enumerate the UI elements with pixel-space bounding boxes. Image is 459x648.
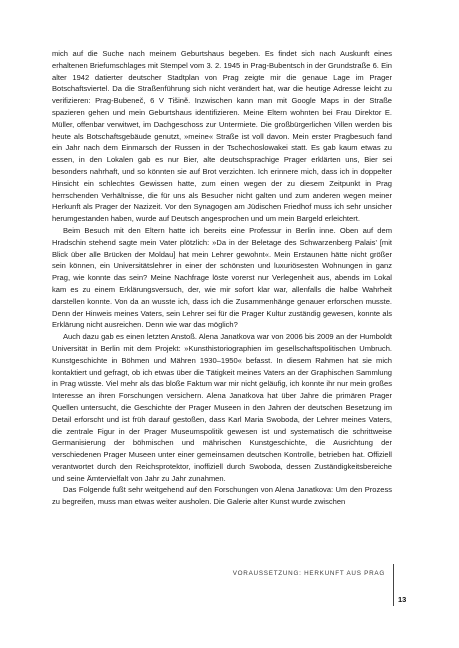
- running-footer: VORAUSSETZUNG: HERKUNFT AUS PRAG: [232, 570, 385, 577]
- paragraph-2: Beim Besuch mit den Eltern hatte ich bereits eine Professur in Berlin inne. Oben auf dem Hradschin stehend sagte mein Vater plötzlich: »Da in der Beletage des Schwarzenberg Palais' [mit Blick über alle Brücken der Moldau] hat mein Lehrer gewohnt«. Mein Erstaunen hätte nicht größer sein können, ein Universitätslehrer in einer der schönsten und luxuriösesten Wohnungen in ganz Prag, wie konnte das sein? Meine Nachfrage löste vorerst nur Verlegenheit aus, abends im Lokal kam es zu einem Erklärungsversuch, der, wie mir sofort klar war, allenfalls die halbe Wahrheit darstellen konnte. Von da an wusste ich, dass ich die Zusammenhänge genauer erforschen musste. Denn der Hinweis meines Vaters, sein Lehrer sei für die Prager Kultur zuständig gewesen, konnte als Erklärung nicht ausreichen. Denn wie war das möglich?: [52, 225, 392, 330]
- page-number: 13: [398, 595, 407, 604]
- paragraph-1: mich auf die Suche nach meinem Geburtshaus begeben. Es findet sich nach Auskunft eines erhaltenen Briefumschlages mit Stempel vom 3. 2. 1945 in Prag-Bubentsch in der Grundstraße 6. Ein alter 1942 datierter deutscher Stadtplan von Prag zeigte mir die genaue Lage im Prager Botschaftsviertel. Da die Straßenführung sich nicht verändert hat, war die heutige Adresse leicht zu verifizieren: Prag-Bubeneč, 6 V Tišině. Inzwischen kann man mit Google Maps in der Straße spazieren gehen und mein Geburtshaus identifizieren. Meine Eltern wohnten bei Frau Direktor E. Müller, offenbar verwitwet, im Dachgeschoss zur Untermiete. Die großbürgerlichen Villen werden bis heute als Botschaftsgebäude genutzt, »meine« Straße ist voll davon. Mein erster Pragbesuch fand ein Jahr nach dem Einmarsch der Russen in der Tschechoslowakei statt. Es gab kaum etwas zu essen, in den Lokalen gab es nur Bier, alte deutschsprachige Prager erklärten uns, Bier sei besonders nahrhaft, und so könnten sie auf Brot verzichten. Ich erinnere mich, dass ich in doppelter Hinsicht ein schlechtes Gewissen hatte, zum einen wegen der zu diesem Zeitpunkt in Prag herrschenden Verhältnisse, die für uns als Besucher nicht galten und zum anderen wegen meiner Herkunft als Prager der Nazizeit. Vor den Synagogen am Jüdischen Friedhof muss ich sehr unsicher herumgestanden haben, wurde auf Deutsch angesprochen und um mein Bargeld erleichtert.: [52, 49, 392, 224]
- paragraph-3: Auch dazu gab es einen letzten Anstoß. Alena Janatkova war von 2006 bis 2009 an der Humboldt Universität in Berlin mit dem Projekt: »Kunsthistoriographien im gesellschaftspolitischen Umbruch. Kunstgeschichte in Böhmen und Mähren 1930–1950« befasst. In diesem Rahmen hat sie mich kontaktiert und gefragt, ob ich etwas über die Tätigkeit meines Vaters an der Graphischen Sammlung in Prag wüsste. Viel mehr als das bloße Faktum war mir nicht geläufig, ich konnte ihr nur mein großes Interesse an ihren Forschungen versichern. Alena Janatkova hat über Jahre die primären Prager Quellen untersucht, die Geschichte der Prager Museen in den Jahren der deutschen Besetzung im Detail erforscht und ist früh darauf gestoßen, dass Karl Maria Swoboda, der Lehrer meines Vaters, die zentrale Figur in der Prager Museumspolitik gewesen ist und systematisch die schrittweise Germanisierung der böhmischen und mährischen Kunstgeschichte, die Ausrichtung der verschiedenen Prager Museen unter einer gemeinsamen deutschen Kontrolle, betrieben hat. Offiziell verantwortet durch den Reichsprotektor, inoffiziell durch Swoboda, dessen Zuständigkeitsbereiche und seine Ämtervielfalt von Jahr zu Jahr zunahmen.: [52, 332, 392, 483]
- footer-divider: [393, 564, 394, 606]
- body-text: [52, 48, 392, 508]
- paragraph-4: Das Folgende fußt sehr weitgehend auf den Forschungen von Alena Janatkova: Um den Prozess zu begreifen, muss man etwas weiter ausholen. Die Galerie alter Kunst wurde zwischen: [52, 485, 392, 507]
